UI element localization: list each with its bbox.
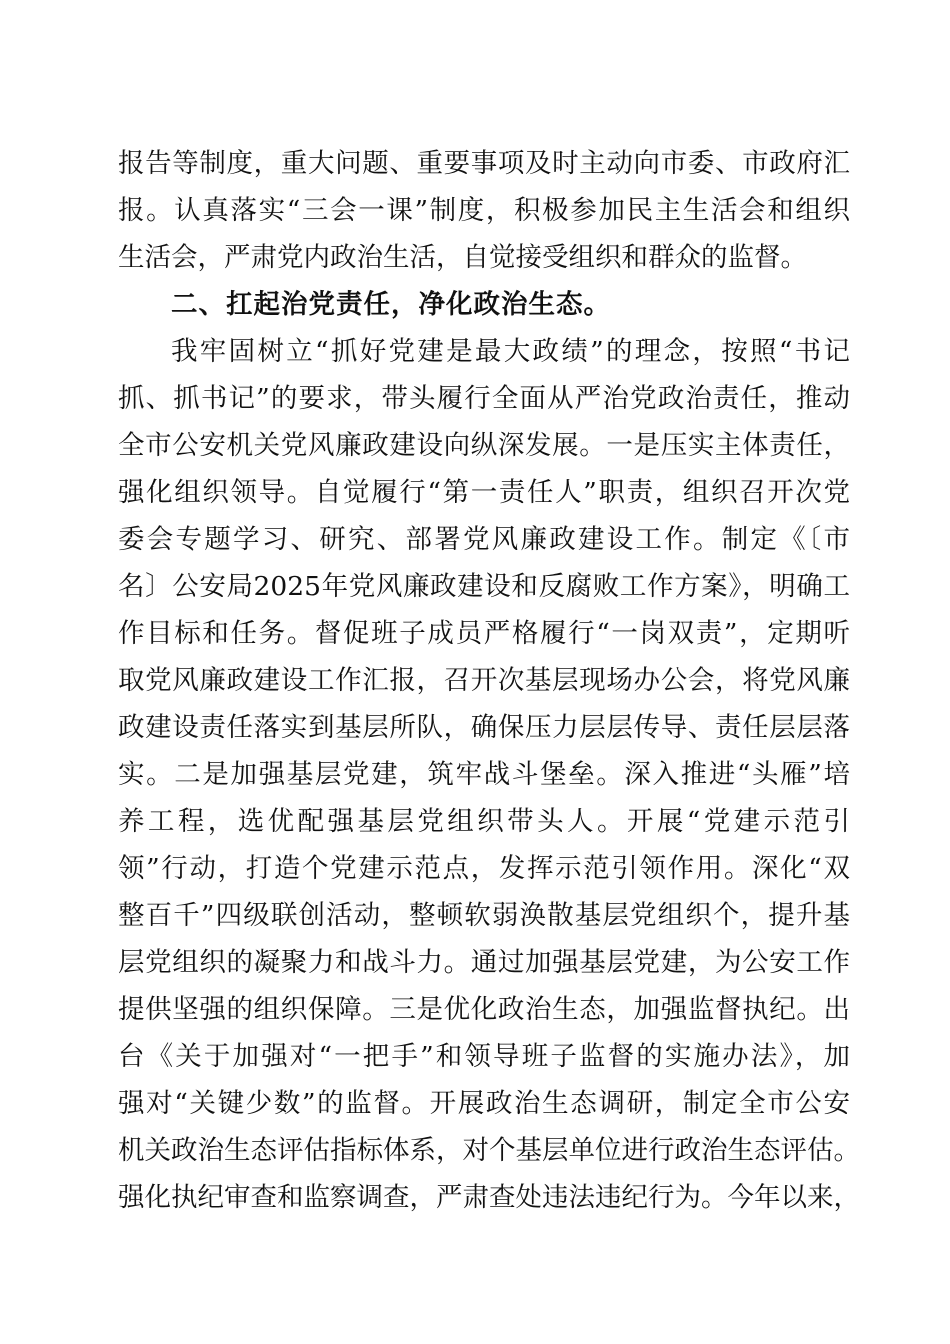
section-heading: 二、扛起治党责任，净化政治生态。: [171, 289, 611, 320]
text-line: 取党风廉政建设工作汇报，召开次基层现场办公会，将党风廉: [118, 665, 850, 696]
text-line: 强对“关键少数”的监督。开展政治生态调研，制定全市公安: [118, 1088, 850, 1119]
text-line: 生活会，严肃党内政治生活，自觉接受组织和群众的监督。: [118, 242, 807, 273]
text-line: 提供坚强的组织保障。三是优化政治生态，加强监督执纪。出: [118, 994, 850, 1025]
text-line: 全市公安机关党风廉政建设向纵深发展。一是压实主体责任，: [118, 430, 850, 461]
text-line: 作目标和任务。督促班子成员严格履行“一岗双责”，定期听: [118, 618, 850, 649]
text-line: 领”行动，打造个党建示范点，发挥示范引领作用。深化“双: [118, 853, 850, 884]
text-line: 名〕公安局2025年党风廉政建设和反腐败工作方案》，明确工: [118, 571, 850, 602]
text-line: 我牢固树立“抓好党建是最大政绩”的理念，按照“书记: [171, 336, 850, 367]
text-line: 台《关于加强对“一把手”和领导班子监督的实施办法》，加: [118, 1041, 850, 1072]
text-line: 委会专题学习、研究、部署党风廉政建设工作。制定《〔市: [118, 524, 850, 555]
text-line: 报。认真落实“三会一课”制度，积极参加民主生活会和组织: [118, 195, 850, 226]
text-line: 报告等制度，重大问题、重要事项及时主动向市委、市政府汇: [118, 148, 850, 179]
text-line: 政建设责任落实到基层所队，确保压力层层传导、责任层层落: [118, 712, 850, 743]
text-line: 实。二是加强基层党建，筑牢战斗堡垒。深入推进“头雁”培: [118, 759, 850, 790]
text-line: 机关政治生态评估指标体系，对个基层单位进行政治生态评估。: [118, 1135, 860, 1166]
text-line: 养工程，选优配强基层党组织带头人。开展“党建示范引: [118, 806, 850, 837]
text-line: 整百千”四级联创活动，整顿软弱涣散基层党组织个，提升基: [118, 900, 850, 931]
text-line: 强化执纪审查和监察调查，严肃查处违法违纪行为。今年以来，: [118, 1182, 860, 1213]
document-body: [118, 140, 860, 1221]
text-line: 强化组织领导。自觉履行“第一责任人”职责，组织召开次党: [118, 477, 850, 508]
text-line: 抓、抓书记”的要求，带头履行全面从严治党政治责任，推动: [118, 383, 850, 414]
text-line: 层党组织的凝聚力和战斗力。通过加强基层党建，为公安工作: [118, 947, 850, 978]
